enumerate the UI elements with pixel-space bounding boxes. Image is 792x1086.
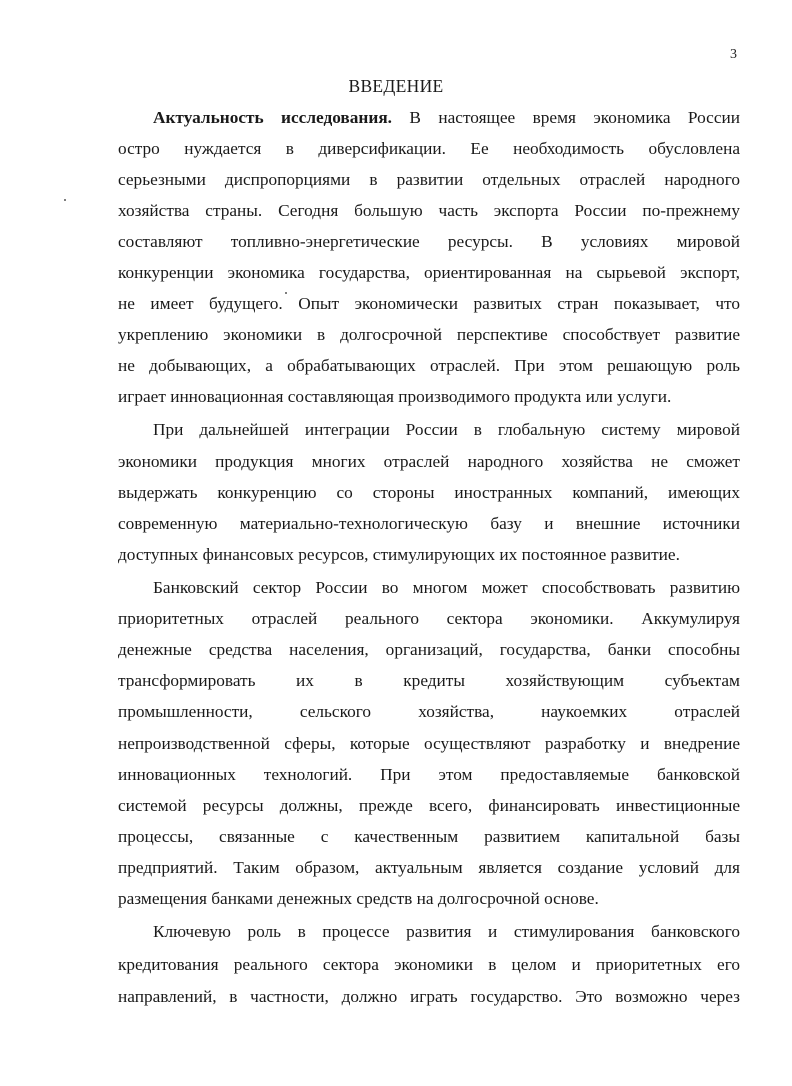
paragraph-line: системой ресурсы должны, прежде всего, финансировать инвестиционные [118,796,740,815]
paragraph-line: не добывающих, а обрабатывающих отраслей. При этом решающую роль [118,356,740,375]
scan-speck [64,199,66,201]
paragraph-line: хозяйства страны. Сегодня большую часть экспорта России по-прежнему [118,201,740,220]
bold-lead: Актуальность исследования. [153,108,392,127]
paragraph-line: современную материально-технологическую базу и внешние источники [118,514,740,533]
paragraph-line: доступных финансовых ресурсов, стимулирующих их постоянное развитие. [118,545,680,564]
paragraph-line: предприятий. Таким образом, актуальным является создание условий для [118,858,740,877]
paragraph-line: играет инновационная составляющая производимого продукта или услуги. [118,387,672,406]
paragraph-line: Актуальность исследования. В настоящее время экономика России [153,108,740,127]
paragraph-line: не имеет будущего. Опыт экономически развитых стран показывает, что [118,294,740,313]
paragraph-line: кредитования реального сектора экономики в целом и приоритетных его [118,955,740,974]
paragraph-line: инновационных технологий. При этом предоставляемые банковской [118,765,740,784]
section-heading: ВВЕДЕНИЕ [348,76,444,96]
paragraph-line: остро нуждается в диверсификации. Ее необходимость обусловлена [118,139,740,158]
paragraph-line: составляют топливно-энергетические ресурсы. В условиях мировой [118,232,740,251]
scan-speck [285,292,287,294]
paragraph-line: Банковский сектор России во многом может способствовать развитию [153,578,740,597]
paragraph-line: Ключевую роль в процессе развития и стимулирования банковского [153,922,740,941]
paragraph-line: выдержать конкуренцию со стороны иностранных компаний, имеющих [118,483,740,502]
paragraph-line: конкуренции экономика государства, ориентированная на сырьевой экспорт, [118,263,740,282]
page-number: 3 [730,47,737,62]
paragraph-line: укреплению экономики в долгосрочной перспективе способствует развитие [118,325,740,344]
paragraph-line: экономики продукция многих отраслей народного хозяйства не сможет [118,452,740,471]
paragraph-line: промышленности, сельского хозяйства, наукоемких отраслей [118,702,740,721]
paragraph-line: направлений, в частности, должно играть государство. Это возможно через [118,987,740,1006]
paragraph-line: денежные средства населения, организаций, государства, банки способны [118,640,740,659]
paragraph-line: размещения банками денежных средств на долгосрочной основе. [118,889,599,908]
paragraph-line: процессы, связанные с качественным развитием капитальной базы [118,827,740,846]
paragraph-line: приоритетных отраслей реального сектора экономики. Аккумулируя [118,609,740,628]
paragraph-line: трансформировать их в кредиты хозяйствующим субъектам [118,671,740,690]
paragraph-line: непроизводственной сферы, которые осуществляют разработку и внедрение [118,734,740,753]
paragraph-line: серьезными диспропорциями в развитии отдельных отраслей народного [118,170,740,189]
paragraph-line: При дальнейшей интеграции России в глобальную систему мировой [153,420,740,439]
